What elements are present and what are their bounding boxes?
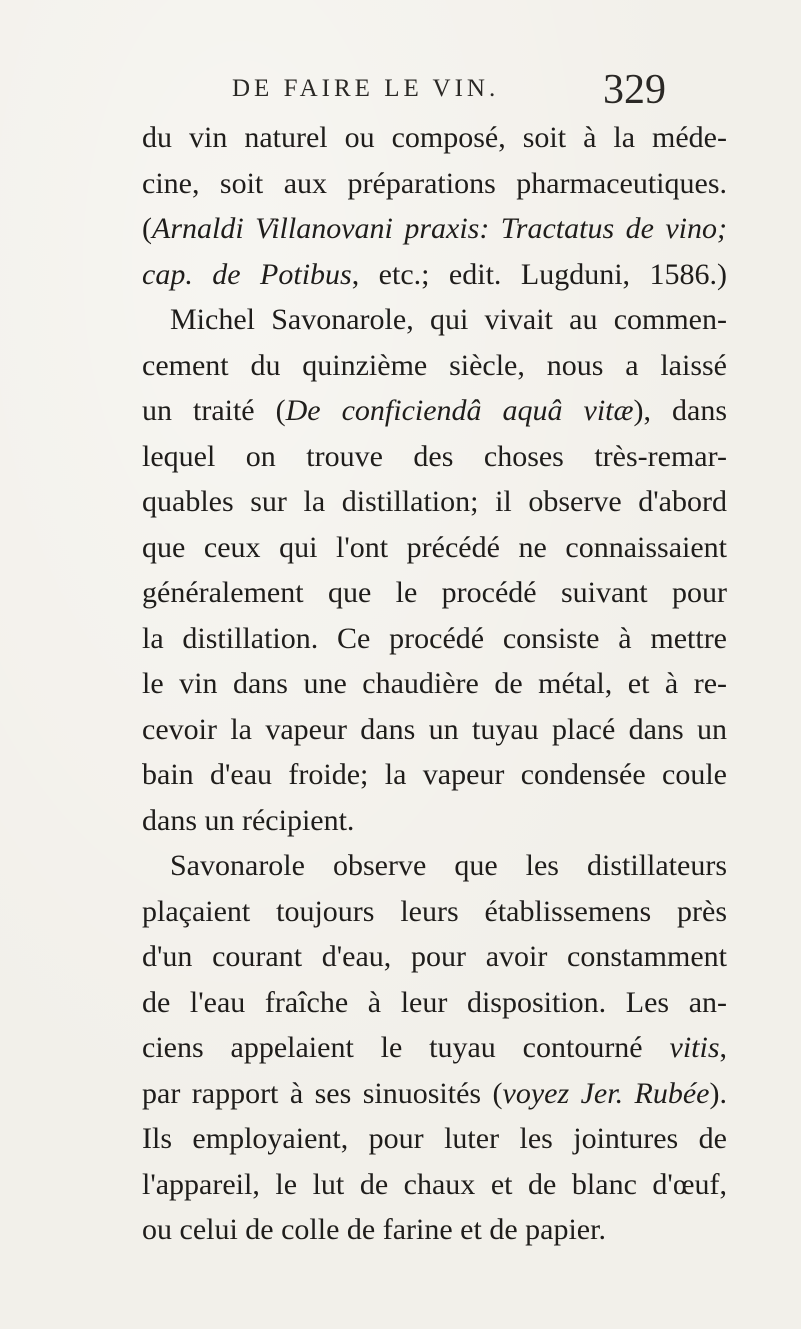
- text-line: [142, 388, 727, 434]
- text-line: [142, 934, 727, 980]
- line-text: par rapport à ses sinuosités (: [142, 1076, 503, 1110]
- line-text: du vin naturel ou composé, soit à la méde-: [142, 121, 727, 154]
- line-text: généralement que le procédé suivant pour: [142, 576, 727, 609]
- line-text: ciens appelaient le tuyau contourné: [142, 1031, 670, 1064]
- text-line: [142, 843, 727, 889]
- text-line: [142, 798, 727, 844]
- citation-title: Arnaldi Villanovani praxis: Tractatus de vino;: [152, 212, 727, 245]
- line-text: ou celui de colle de farine et de papier.: [142, 1213, 606, 1246]
- line-text: lequel on trouve des choses très-remar-: [142, 439, 727, 473]
- line-text: ), dans: [633, 394, 727, 427]
- text-line: [142, 1025, 727, 1071]
- text-line: [142, 206, 727, 252]
- page-number: 329: [603, 67, 666, 113]
- text-line: [142, 616, 727, 662]
- line-text: (: [142, 212, 152, 245]
- text-line: [142, 980, 727, 1026]
- text-line: [142, 525, 727, 571]
- text-line: [142, 1162, 727, 1208]
- citation-chapter: cap. de Potibus: [142, 257, 352, 291]
- line-text: Michel Savonarole, qui vivait au commen-: [170, 303, 727, 336]
- text-line: [142, 752, 727, 798]
- text-line: [142, 434, 727, 480]
- text-line: [142, 252, 727, 298]
- text-line: [142, 161, 727, 207]
- running-title: DE FAIRE LE VIN.: [232, 75, 500, 102]
- line-text: le vin dans une chaudière de métal, et à re-: [142, 667, 727, 700]
- text-line: [142, 297, 727, 343]
- line-text: cevoir la vapeur dans un tuyau placé dans un: [142, 712, 727, 746]
- line-text: , etc.; edit. Lugduni, 1586.): [351, 257, 727, 291]
- text-line: [142, 1071, 727, 1117]
- line-text: quables sur la distillation; il observe d'abord: [142, 485, 727, 518]
- text-line: [142, 1116, 727, 1162]
- line-text: Savonarole observe que les distillateurs: [170, 849, 727, 882]
- latin-term: vitis: [669, 1031, 720, 1064]
- reference: voyez Jer. Rubée: [502, 1076, 710, 1110]
- line-text: Ils employaient, pour luter les jointures de: [142, 1122, 727, 1155]
- line-text: la distillation. Ce procédé consiste à mettre: [142, 621, 727, 655]
- text-line: [142, 889, 727, 935]
- line-text: ,: [719, 1031, 727, 1064]
- line-text: ).: [709, 1076, 727, 1110]
- line-text: bain d'eau froide; la vapeur condensée coule: [142, 758, 727, 791]
- line-text: cine, soit aux préparations pharmaceutiques.: [142, 166, 727, 200]
- text-line: [142, 570, 727, 616]
- text-line: [142, 1207, 727, 1253]
- text-line: [142, 343, 727, 389]
- line-text: plaçaient toujours leurs établissemens près: [142, 894, 727, 928]
- body-text: [142, 115, 727, 1253]
- line-text: que ceux qui l'ont précédé ne connaissaient: [142, 530, 727, 564]
- line-text: d'un courant d'eau, pour avoir constamment: [142, 940, 727, 973]
- line-text: de l'eau fraîche à leur disposition. Les an-: [142, 985, 727, 1019]
- line-text: l'appareil, le lut de chaux et de blanc d'œuf,: [142, 1167, 727, 1201]
- text-line: [142, 479, 727, 525]
- line-text: cement du quinzième siècle, nous a laissé: [142, 348, 727, 382]
- text-line: [142, 707, 727, 753]
- line-text: dans un récipient.: [142, 803, 355, 837]
- text-line: [142, 661, 727, 707]
- text-line: [142, 115, 727, 161]
- treatise-title: De conficiendâ aquâ vitæ: [285, 394, 634, 427]
- line-text: un traité (: [142, 394, 286, 427]
